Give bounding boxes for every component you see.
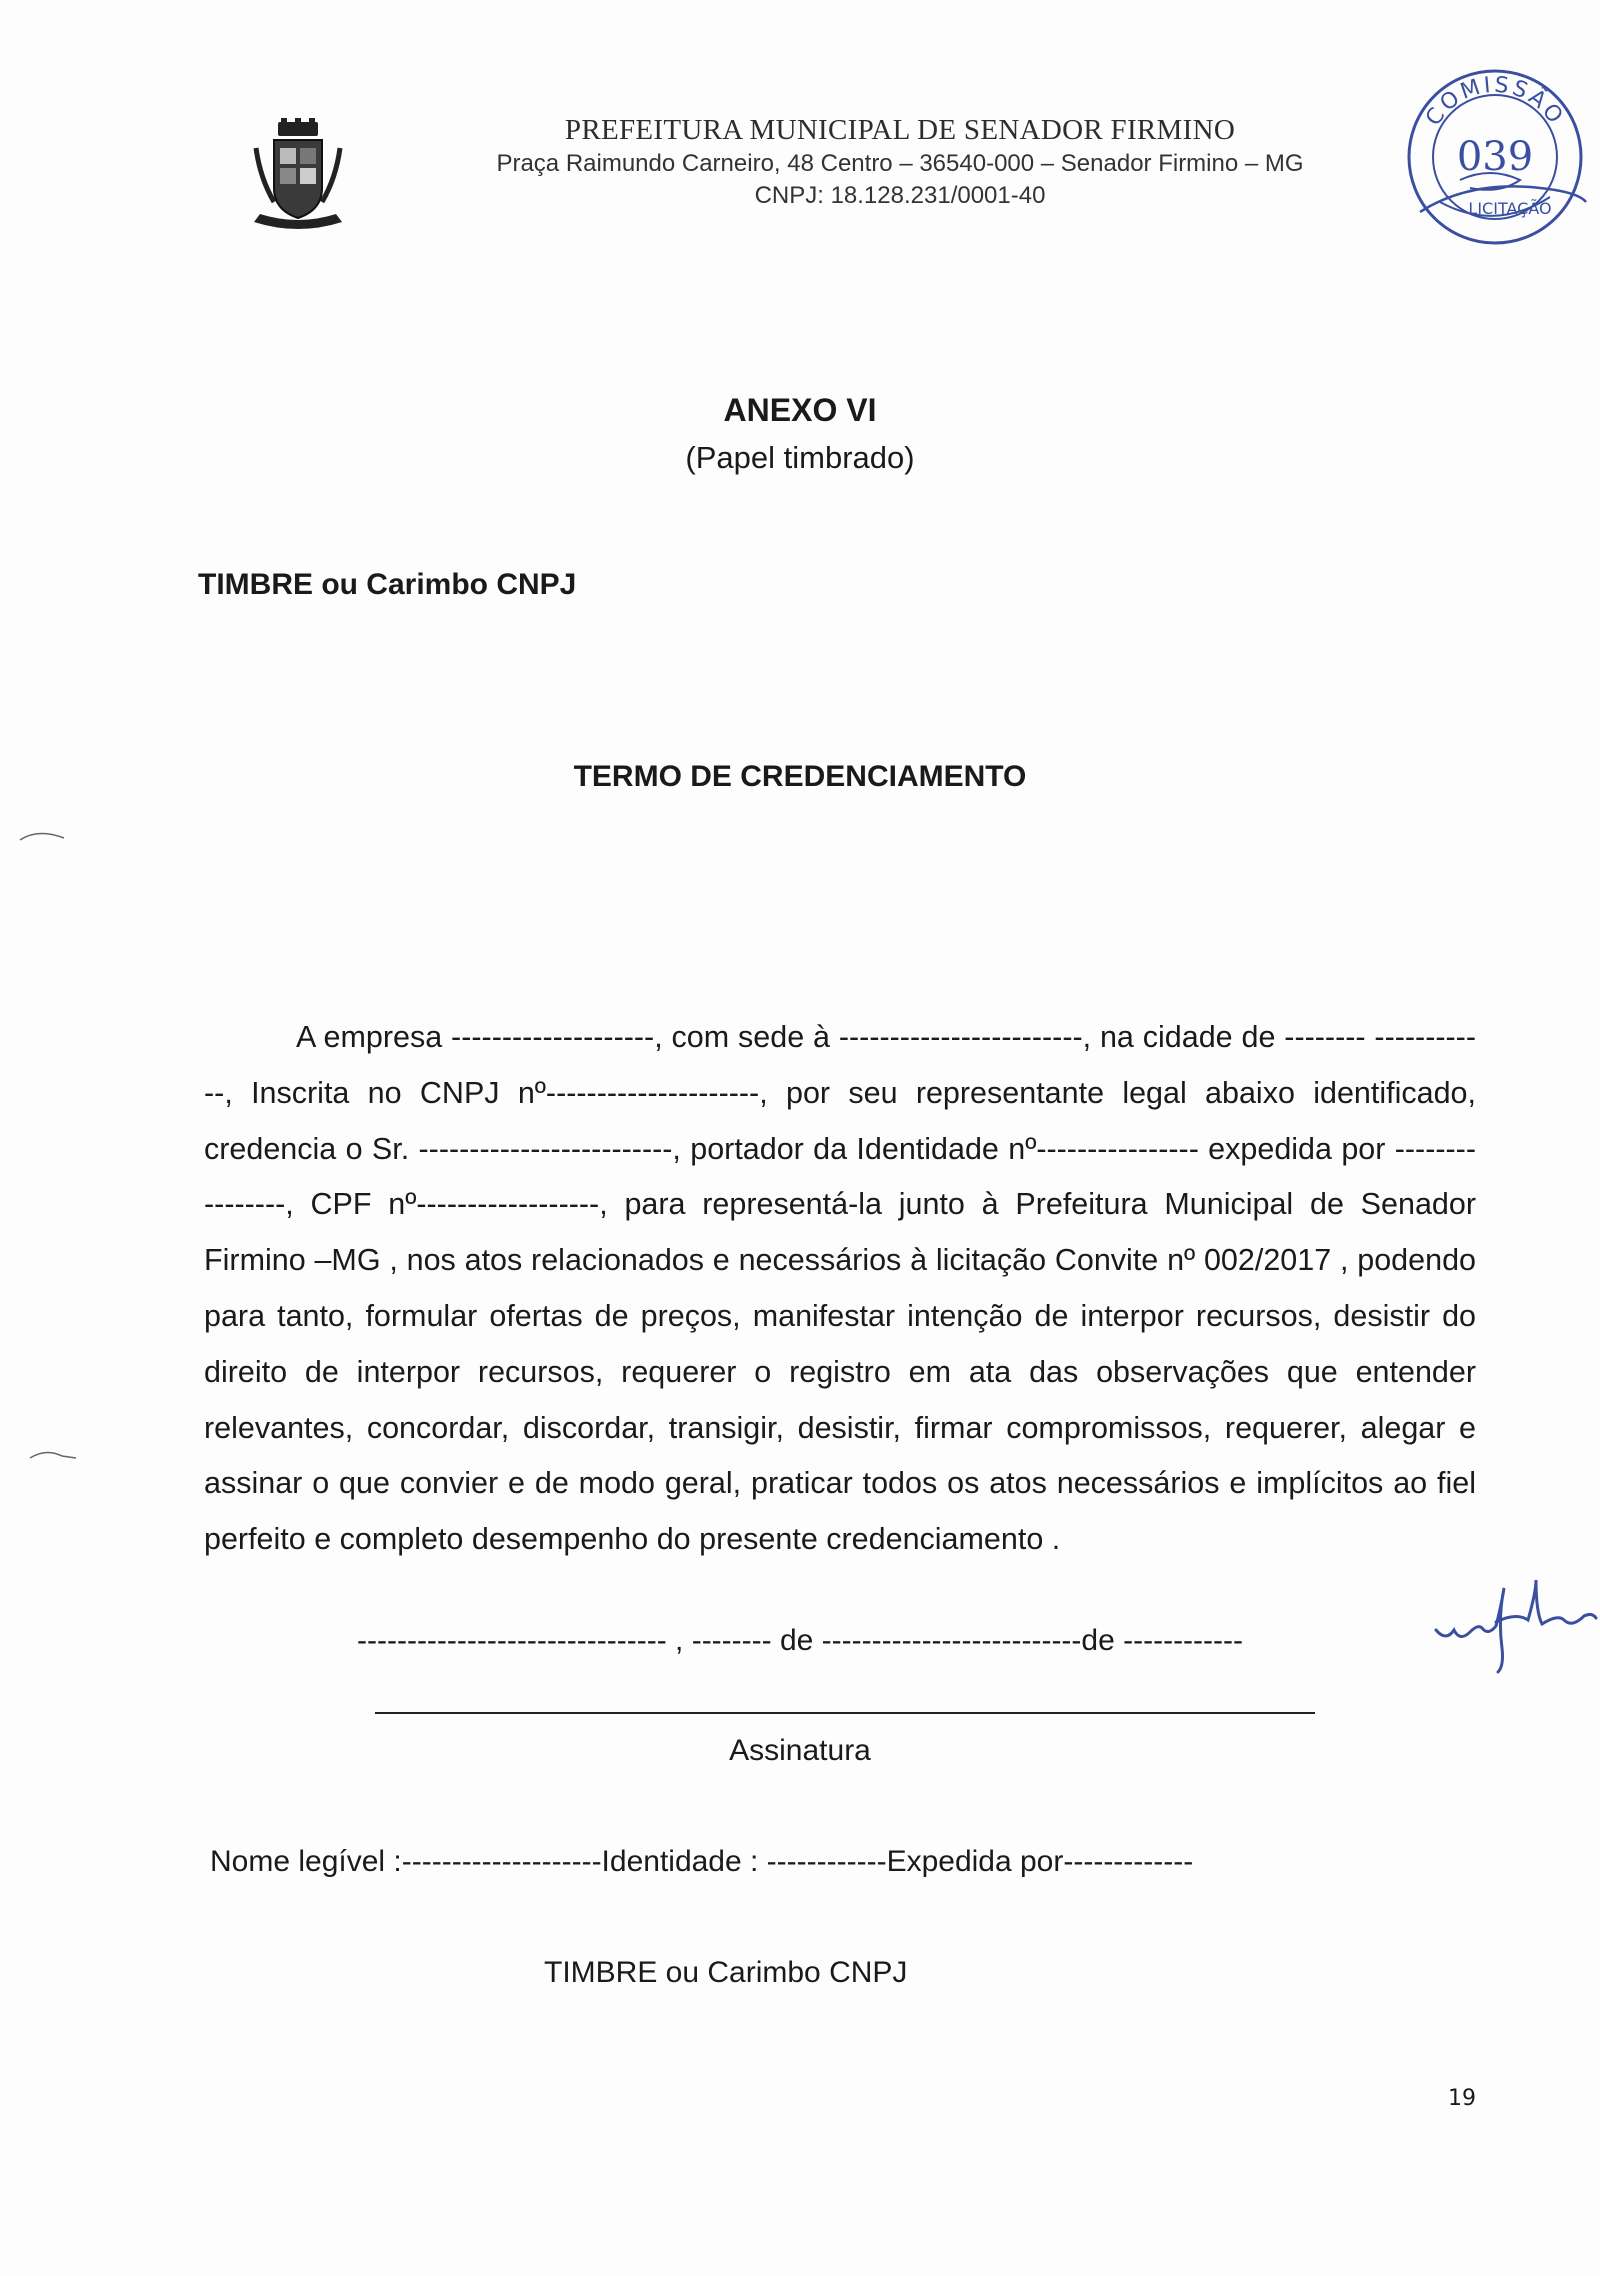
stamp-top-text: COMISSÃO [1421,72,1569,131]
organization-name: PREFEITURA MUNICIPAL DE SENADOR FIRMINO [564,114,1236,146]
signature-line [375,1712,1315,1714]
svg-text:COMISSÃO [1421,73,1569,131]
annex-title: ANEXO VI [723,392,877,428]
margin-mark [28,1446,78,1466]
stamp-number: 039 [1456,134,1534,180]
timbre-placeholder-top: TIMBRE ou Carimbo CNPJ [198,568,577,601]
document-title: TERMO DE CREDENCIAMENTO [573,760,1027,793]
organization-cnpj: CNPJ: 18.128.231/0001-40 [754,182,1046,209]
handwritten-initials [1432,1568,1600,1678]
coat-of-arms-icon [250,118,346,236]
credential-paragraph: A empresa --------------------, com sede à ------------------------, na cidade de -------- ------------, Inscrita no CNPJ nº---------------------, por seu representante legal abaixo identificado, credencia o Sr. -------------------------, portador da Identidade nº---------------- expedida por ----------------, CPF nº------------------, para representá-la junto à Prefeitura Municipal de Senador Firmino –MG , nos atos relacionados e necessários à licitação Convite nº 002/2017 , podendo para tanto, formular ofertas de preços, manifestar intenção de interpor recursos, desistir do direito de interpor recursos, requerer o registro em ata das observações que entender relevantes, concordar, discordar, transigir, desistir, firmar compromissos, requerer, alegar e assinar o que convier e de modo geral, praticar todos os atos necessários e implícitos ao fiel perfeito e completo desempenho do presente credenciamento . [204,1020,1476,1557]
signature-label: Assinatura [729,1734,871,1767]
letterhead [420,112,1380,212]
commission-stamp-icon [1400,62,1590,252]
margin-mark [18,826,68,846]
name-identity-line: Nome legível :--------------------Identidade : ------------Expedida por------------- [210,1845,1194,1878]
page-number: 19 [1448,2086,1476,2111]
date-line: ------------------------------- , -------- de --------------------------de ------------ [357,1624,1243,1657]
organization-address: Praça Raimundo Carneiro, 48 Centro – 36540-000 – Senador Firmino – MG [496,150,1304,177]
stamp-bottom-text: LICITAÇÃO [1468,199,1552,218]
timbre-placeholder-bottom: TIMBRE ou Carimbo CNPJ [544,1956,908,1989]
annex-subtitle: (Papel timbrado) [685,440,915,475]
